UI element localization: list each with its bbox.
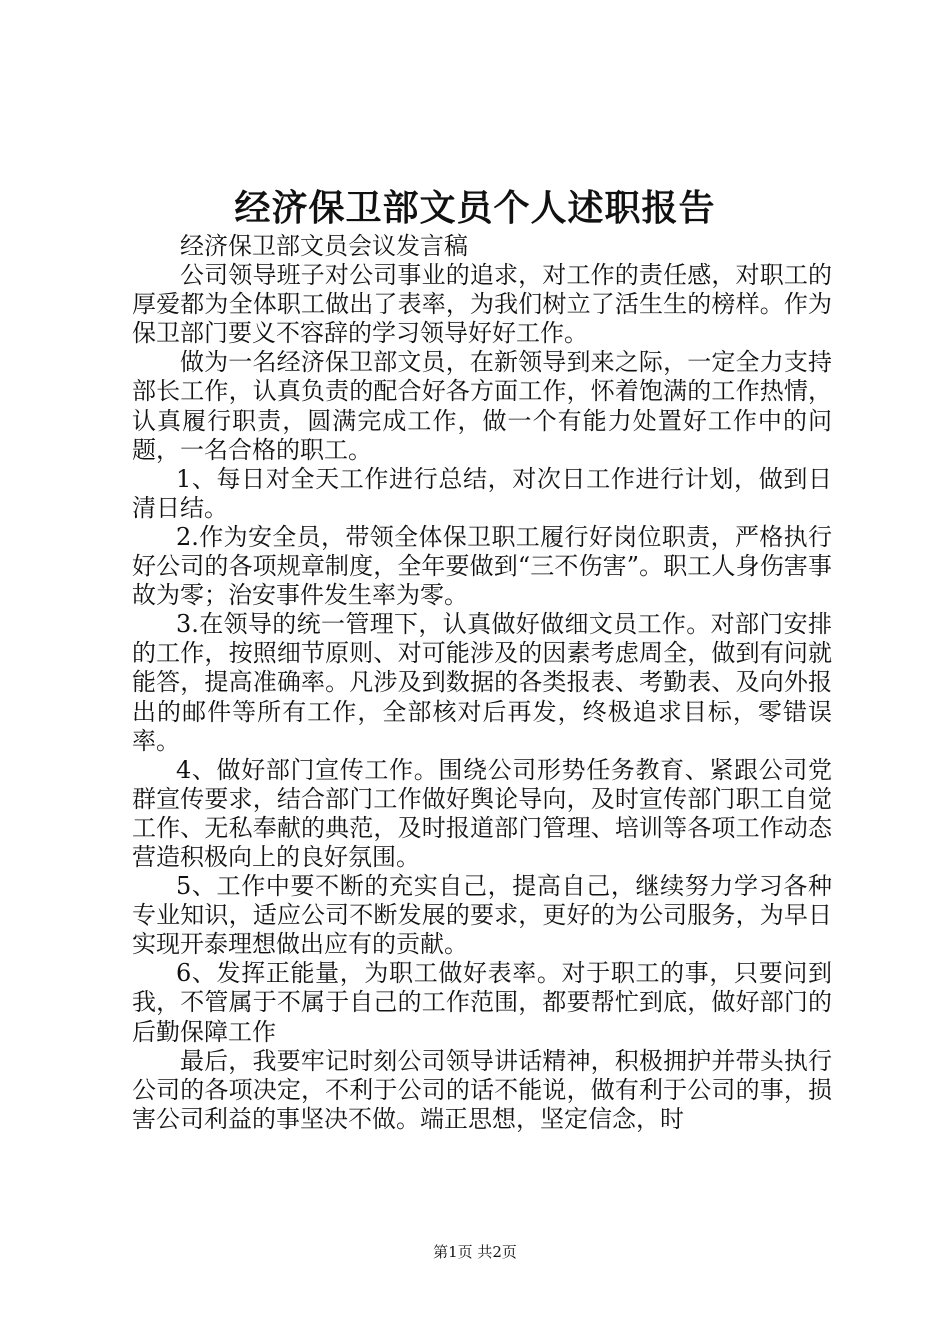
list-item-paragraph: 5、工作中要不断的充实自己，提高自己，继续努力学习各种专业知识，适应公司不断发展的要求，更好的为公司服务，为早日实现开泰理想做出应有的贡献。: [132, 872, 832, 959]
paragraph: 公司领导班子对公司事业的追求，对工作的责任感，对职工的厚爱都为全体职工做出了表率，为我们树立了活生生的榜样。作为保卫部门要义不容辞的学习领导好好工作。: [132, 261, 832, 348]
list-item-paragraph: 4、做好部门宣传工作。围绕公司形势任务教育、紧跟公司党群宣传要求，结合部门工作做好舆论导向，及时宣传部门职工自觉工作、无私奉献的典范，及时报道部门管理、培训等各项工作动态营造积极向上的良好氛围。: [132, 755, 832, 871]
list-item-paragraph: 3.在领导的统一管理下，认真做好做细文员工作。对部门安排的工作，按照细节原则、对可能涉及的因素考虑周全，做到有问就能答，提高准确率。凡涉及到数据的各类报表、考勤表、及向外报出的邮件等所有工作，全部核对后再发，终极追求目标，零错误率。: [132, 610, 832, 755]
list-item-paragraph: 1、每日对全天工作进行总结，对次日工作进行计划，做到日清日结。: [132, 464, 832, 522]
list-item-paragraph: 2.作为安全员，带领全体保卫职工履行好岗位职责，严格执行好公司的各项规章制度，全年要做到“三不伤害”。职工人身伤害事故为零；治安事件发生率为零。: [132, 522, 832, 610]
paragraph-closing: 最后，我要牢记时刻公司领导讲话精神，积极拥护并带头执行公司的各项决定，不利于公司的话不能说，做有利于公司的事，损害公司利益的事坚决不做。端正思想，坚定信念，时: [132, 1046, 832, 1133]
list-item-paragraph: 6、发挥正能量，为职工做好表率。对于职工的事，只要问到我，不管属于不属于自己的工作范围，都要帮忙到底，做好部门的后勤保障工作: [132, 959, 832, 1046]
page-number-footer: 第1页 共2页: [433, 1243, 517, 1261]
document-title: 经济保卫部文员个人述职报告: [234, 187, 716, 229]
paragraph-subtitle: 经济保卫部文员会议发言稿: [180, 232, 468, 260]
paragraph: 做为一名经济保卫部文员，在新领导到来之际，一定全力支持部长工作，认真负责的配合好各方面工作，怀着饱满的工作热情，认真履行职责，圆满完成工作，做一个有能力处置好工作中的问题，一名合格的职工。: [132, 348, 832, 464]
document-body: [132, 232, 832, 1134]
